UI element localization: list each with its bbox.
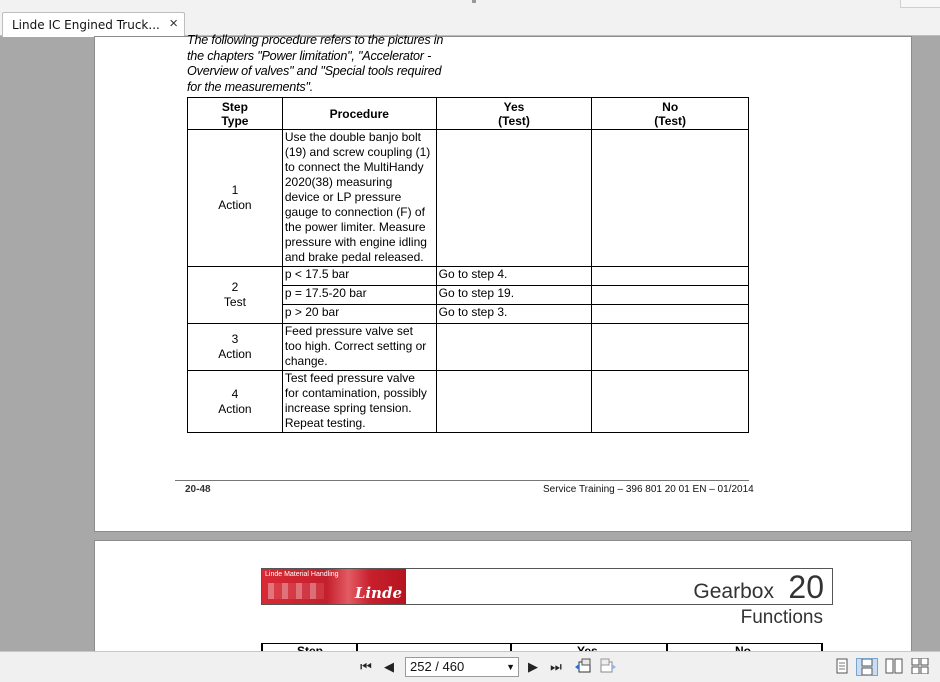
logo-graphic: [268, 583, 324, 599]
table-row: [188, 371, 749, 433]
logo-subtitle: Linde Material Handling: [265, 571, 339, 578]
go-forward-icon[interactable]: [598, 658, 618, 676]
procedure-cell: Use the double banjo bolt (19) and screw coupling (1) to connect the MultiHandy 2020(38) measuring device or LP pressure gauge to connection (F) of the power limiter. Measure pressure with engine idling and brake pedal released.: [282, 130, 436, 267]
page-selector[interactable]: [405, 657, 519, 677]
chevron-down-icon: ▼: [506, 662, 515, 672]
procedure-cell: p > 20 bar: [282, 305, 436, 324]
pdf-page: [94, 540, 912, 660]
two-page-continuous-view-icon[interactable]: [910, 658, 930, 676]
header-yes: Yes (Test): [436, 98, 592, 130]
header-procedure: Procedure: [282, 98, 436, 130]
chapter-name: Gearbox: [693, 580, 774, 603]
footer-divider: [175, 480, 749, 481]
intro-text: [187, 33, 487, 95]
step-cell: 4 Action: [188, 371, 283, 433]
no-cell: [592, 324, 749, 371]
yes-cell: Go to step 19.: [436, 286, 592, 305]
step-cell: 2 Test: [188, 267, 283, 324]
chapter-heading: [693, 569, 824, 606]
step-cell: 1 Action: [188, 130, 283, 267]
first-page-icon[interactable]: ⏮: [360, 659, 372, 674]
header-no: No (Test): [592, 98, 749, 130]
procedure-cell: p < 17.5 bar: [282, 267, 436, 286]
chapter-number: 20: [788, 569, 824, 605]
drag-indicator: [472, 0, 476, 3]
no-cell: [592, 286, 749, 305]
chapter-banner: [261, 568, 833, 605]
page-display: 252 / 460: [410, 659, 465, 674]
close-icon[interactable]: ×: [169, 15, 178, 32]
tab-title: Linde IC Engined Truck...: [12, 18, 160, 32]
table-row: [188, 324, 749, 371]
header-step-type: Step Type: [188, 98, 283, 130]
prev-page-icon[interactable]: ◀: [384, 659, 394, 674]
table-row: [188, 267, 749, 286]
procedure-table: [187, 97, 749, 433]
continuous-view-icon[interactable]: [856, 658, 878, 676]
yes-cell: [436, 371, 592, 433]
intro-line: the chapters "Power limitation", "Accelerator -: [187, 48, 432, 63]
procedure-cell: Test feed pressure valve for contamination, possibly increase spring tension. Repeat testing.: [282, 371, 436, 433]
no-cell: [592, 371, 749, 433]
intro-line: for the measurements".: [187, 79, 314, 94]
section-title: Functions: [740, 607, 823, 628]
navigation-toolbar: [0, 651, 940, 682]
logo-brand: Linde: [354, 584, 402, 602]
procedure-cell: Feed pressure valve set too high. Correct setting or change.: [282, 324, 436, 371]
publication-info: Service Training – 396 801 20 01 EN – 01/2014: [543, 484, 754, 495]
two-page-view-icon[interactable]: [884, 658, 904, 676]
single-page-view-icon[interactable]: [833, 658, 851, 676]
intro-line: Overview of valves" and "Special tools required: [187, 64, 442, 78]
no-cell: [592, 130, 749, 267]
yes-cell: Go to step 4.: [436, 267, 592, 286]
no-cell: [592, 305, 749, 324]
pdf-page: [94, 33, 912, 532]
yes-cell: [436, 324, 592, 371]
linde-logo: [262, 569, 406, 604]
last-page-icon[interactable]: ⏭: [550, 659, 562, 674]
procedure-cell: p = 17.5-20 bar: [282, 286, 436, 305]
table-row: [188, 130, 749, 267]
window-control[interactable]: [900, 0, 940, 8]
go-back-icon[interactable]: [573, 658, 593, 676]
yes-cell: [436, 130, 592, 267]
table-header-row: [188, 98, 749, 130]
page-number: 20-48: [185, 484, 211, 495]
no-cell: [592, 267, 749, 286]
tab-bar: [0, 0, 940, 36]
next-page-icon[interactable]: ▶: [528, 659, 538, 674]
document-tab[interactable]: [2, 12, 185, 37]
intro-line: The following procedure refers to the pictures in: [187, 33, 444, 47]
yes-cell: Go to step 3.: [436, 305, 592, 324]
step-cell: 3 Action: [188, 324, 283, 371]
